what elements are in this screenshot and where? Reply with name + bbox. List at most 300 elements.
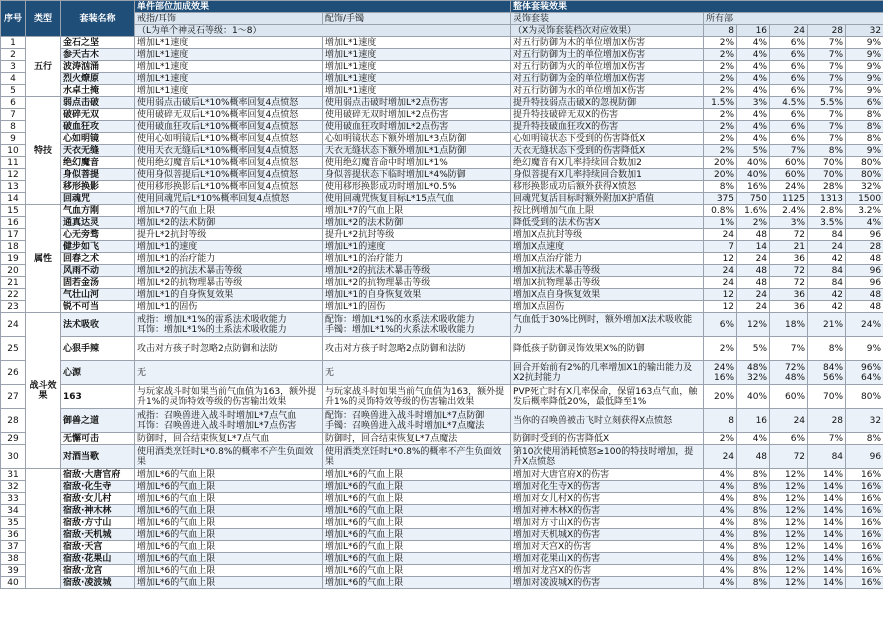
set-name: 宿敌·化生寺	[61, 481, 135, 493]
set-name: 心如明镜	[61, 133, 135, 145]
tier-value: 7%	[808, 133, 846, 145]
tier-value: 16%	[846, 493, 883, 505]
tier-value: 6%	[846, 97, 883, 109]
tier-value: 12%	[770, 481, 808, 493]
bracelet-effect: 配饰：增加L*1%的水系法术吸收能力 手镯：增加L*1%的火系法术吸收能力	[323, 313, 511, 337]
tier-value: 8	[704, 409, 737, 433]
tier-value: 12	[704, 253, 737, 265]
set-effect: 增加对天宫X的伤害	[511, 541, 704, 553]
tier-value: 16%	[846, 541, 883, 553]
table-row	[1, 145, 883, 157]
set-name: 心狠手辣	[61, 337, 135, 361]
set-name: 移形换影	[61, 181, 135, 193]
row-number: 31	[1, 469, 26, 481]
set-name: 回魂咒	[61, 193, 135, 205]
tier-value: 3%	[737, 97, 770, 109]
tier-value: 2%	[704, 121, 737, 133]
tier-value: 72	[770, 277, 808, 289]
tier-value: 70%	[808, 169, 846, 181]
tier-value: 42	[808, 253, 846, 265]
row-number: 34	[1, 505, 26, 517]
tier-value: 14%	[808, 553, 846, 565]
tier-value: 2%	[704, 85, 737, 97]
row-number: 25	[1, 337, 26, 361]
table-row	[1, 217, 883, 229]
col-single-effect: 单件部位加成效果	[135, 1, 511, 13]
table-row	[1, 409, 883, 433]
row-number: 5	[1, 85, 26, 97]
tier-value: 8%	[737, 469, 770, 481]
tier-value: 72	[770, 229, 808, 241]
tier-value: 32	[846, 409, 883, 433]
row-number: 32	[1, 481, 26, 493]
set-name: 宿敌·大唐官府	[61, 469, 135, 481]
tier-value: 20%	[704, 157, 737, 169]
tier-value: 9%	[846, 73, 883, 85]
tier-value: 4%	[737, 133, 770, 145]
tier-value: 12	[704, 301, 737, 313]
table-row	[1, 469, 883, 481]
row-number: 20	[1, 265, 26, 277]
row-number: 39	[1, 565, 26, 577]
tier-value: 8%	[737, 493, 770, 505]
tier-value: 24	[808, 241, 846, 253]
row-number: 13	[1, 181, 26, 193]
ring-effect: 使用移形换影后L*10%概率回复4点愤怒	[135, 181, 323, 193]
type-group-cell: 特技	[26, 97, 61, 205]
tier-value: 6%	[770, 109, 808, 121]
tier-value: 750	[737, 193, 770, 205]
set-name: 163	[61, 385, 135, 409]
tier-value: 8%	[808, 145, 846, 157]
bracelet-effect: 心如明镜状态下额外增加L*3点防御	[323, 133, 511, 145]
set-name: 金石之坚	[61, 37, 135, 49]
tier-value: 8%	[737, 529, 770, 541]
row-number: 38	[1, 553, 26, 565]
tier-value: 9%	[846, 337, 883, 361]
ring-effect: 使用破碎无双后L*10%概率回复4点愤怒	[135, 109, 323, 121]
bracelet-effect: 增加L*6的气血上限	[323, 577, 511, 589]
ring-effect: 增加L*6的气血上限	[135, 493, 323, 505]
tier-value: 1.6%	[737, 205, 770, 217]
ring-effect: 增加L*1的自身恢复效果	[135, 289, 323, 301]
tier-value: 14%	[808, 481, 846, 493]
set-name: 烈火燎原	[61, 73, 135, 85]
tier-value: 70%	[808, 385, 846, 409]
row-number: 37	[1, 541, 26, 553]
tier-value: 2%	[704, 133, 737, 145]
bracelet-effect: 配饰：召唤兽进入战斗时增加L*7点防御 手镯：召唤兽进入战斗时增加L*7点魔法	[323, 409, 511, 433]
row-number: 2	[1, 49, 26, 61]
tier-value: 14%	[808, 565, 846, 577]
set-effect: 增加对神木林X的伤害	[511, 505, 704, 517]
bracelet-effect: 使用破血狂攻时增加L*2点伤害	[323, 121, 511, 133]
tier-value: 96	[846, 277, 883, 289]
tier-value: 12%	[770, 553, 808, 565]
tier-value: 6%	[770, 85, 808, 97]
bracelet-effect: 增加L*1的固伤	[323, 301, 511, 313]
set-name: 宿敌·方寸山	[61, 517, 135, 529]
tier-value: 7%	[808, 85, 846, 97]
tier-value: 16%	[846, 469, 883, 481]
tier-value: 80%	[846, 385, 883, 409]
table-row	[1, 553, 883, 565]
bracelet-effect: 增加L*6的气血上限	[323, 565, 511, 577]
tier-value: 7%	[808, 49, 846, 61]
set-effect: 增加对龙宫X的伤害	[511, 565, 704, 577]
set-effect: 增加X抗法术暴击等级	[511, 265, 704, 277]
tier-value: 36	[770, 289, 808, 301]
ring-effect: 增加L*1速度	[135, 49, 323, 61]
tier-value: 6%	[770, 133, 808, 145]
set-effect: 增加X点自身恢复效果	[511, 289, 704, 301]
row-number: 29	[1, 433, 26, 445]
tier-value: 4.5%	[770, 97, 808, 109]
set-effect: 气血低于30%比例时，额外增加X法术吸收能力	[511, 313, 704, 337]
tier-value: 36	[770, 301, 808, 313]
row-number: 19	[1, 253, 26, 265]
tier-value: 84	[808, 445, 846, 469]
tier-value: 28%	[808, 181, 846, 193]
tier-value: 24	[737, 289, 770, 301]
tier-value: 24	[704, 229, 737, 241]
tier-value: 4%	[704, 577, 737, 589]
table-row	[1, 97, 883, 109]
row-number: 23	[1, 301, 26, 313]
tier-value: 6%	[770, 433, 808, 445]
set-effect: 增加X点速度	[511, 241, 704, 253]
tier-value: 8%	[846, 121, 883, 133]
set-effect: 增加对大唐官府X的伤害	[511, 469, 704, 481]
table-row	[1, 433, 883, 445]
tier-value: 6%	[770, 121, 808, 133]
tier-value: 8%	[846, 433, 883, 445]
tier-value: 84	[808, 229, 846, 241]
table-row	[1, 169, 883, 181]
set-effect: 绝幻魔音有X几率持续回合数加2	[511, 157, 704, 169]
table-row	[1, 529, 883, 541]
tier-value: 12%	[770, 469, 808, 481]
table-row	[1, 505, 883, 517]
tier-value: 48	[846, 253, 883, 265]
tier-value: 24	[704, 265, 737, 277]
tier-value: 12%	[770, 529, 808, 541]
bracelet-effect: 增加L*6的气血上限	[323, 481, 511, 493]
table-row	[1, 157, 883, 169]
bracelet-effect: 防御时，回合结束恢复L*7点魔法	[323, 433, 511, 445]
ring-effect: 增加L*2的法术防御	[135, 217, 323, 229]
tier-value: 60%	[770, 169, 808, 181]
tier-value: 7%	[808, 433, 846, 445]
set-effect: 对五行防御为土的单位增加X伤害	[511, 49, 704, 61]
ring-effect: 无	[135, 361, 323, 385]
tier-value: 4%	[704, 529, 737, 541]
ring-effect: 攻击对方孩子时忽略2点防御和法防	[135, 337, 323, 361]
set-name: 对酒当歌	[61, 445, 135, 469]
set-effect: 增加对化生寺X的伤害	[511, 481, 704, 493]
tier-value: 9%	[846, 37, 883, 49]
set-name: 波涛汹涌	[61, 61, 135, 73]
bracelet-effect: 增加L*6的气血上限	[323, 529, 511, 541]
set-effect: 对五行防御为金的单位增加X伤害	[511, 73, 704, 85]
table-row	[1, 181, 883, 193]
row-number: 33	[1, 493, 26, 505]
tier-value: 48	[737, 277, 770, 289]
row-number: 26	[1, 361, 26, 385]
ring-effect: 与玩家战斗时如果当前气血值为163，额外提升1%的灵饰特效等级的伤害输出效果	[135, 385, 323, 409]
tier-16: 16	[737, 25, 770, 37]
tier-value: 24% 16%	[704, 361, 737, 385]
table-row	[1, 337, 883, 361]
tier-value: 8%	[737, 541, 770, 553]
tier-value: 9%	[846, 145, 883, 157]
tier-value: 32%	[846, 181, 883, 193]
tier-value: 2%	[704, 109, 737, 121]
bracelet-effect: 增加L*2的抗法术暴击等级	[323, 265, 511, 277]
ring-effect: 使用心如明镜后L*10%概率回复4点愤怒	[135, 133, 323, 145]
set-effect: 提升特技破碎无双X的伤害	[511, 109, 704, 121]
set-name: 健步如飞	[61, 241, 135, 253]
bracelet-effect: 增加L*1速度	[323, 49, 511, 61]
tier-value: 4%	[704, 517, 737, 529]
table-row	[1, 265, 883, 277]
ring-effect: 增加L*7的气血上限	[135, 205, 323, 217]
tier-value: 40%	[737, 169, 770, 181]
set-effect: 提升特技弱点击破X的忽视防御	[511, 97, 704, 109]
tier-value: 0.8%	[704, 205, 737, 217]
set-name: 宿敌·花果山	[61, 553, 135, 565]
tier-value: 24%	[846, 313, 883, 337]
bracelet-effect: 增加L*1速度	[323, 73, 511, 85]
tier-value: 48	[846, 289, 883, 301]
set-name: 无懈可击	[61, 433, 135, 445]
tier-value: 16	[737, 409, 770, 433]
tier-value: 21%	[808, 313, 846, 337]
col-ring: 戒指/耳饰	[135, 13, 323, 25]
row-number: 35	[1, 517, 26, 529]
bracelet-effect: 使用弱点击破时增加L*2点伤害	[323, 97, 511, 109]
tier-value: 7%	[808, 61, 846, 73]
table-row	[1, 109, 883, 121]
table-row	[1, 301, 883, 313]
set-name: 宿敌·神木林	[61, 505, 135, 517]
ring-effect: 使用破血狂攻后L*10%概率回复4点愤怒	[135, 121, 323, 133]
tier-value: 7%	[808, 37, 846, 49]
tier-value: 4%	[737, 109, 770, 121]
tier-value: 16%	[846, 517, 883, 529]
tier-value: 2%	[704, 73, 737, 85]
set-name: 固若金汤	[61, 277, 135, 289]
tier-value: 42	[808, 301, 846, 313]
set-name: 破碎无双	[61, 109, 135, 121]
set-name: 心无旁骛	[61, 229, 135, 241]
row-number: 4	[1, 73, 26, 85]
ring-effect: 使用绝幻魔音后L*10%概率回复4点愤怒	[135, 157, 323, 169]
col-bracelet: 配饰/手镯	[323, 13, 511, 25]
tier-value: 8%	[737, 517, 770, 529]
tier-value: 5.5%	[808, 97, 846, 109]
tier-value: 12%	[770, 517, 808, 529]
bracelet-effect: 增加L*6的气血上限	[323, 541, 511, 553]
bracelet-effect: 增加L*6的气血上限	[323, 505, 511, 517]
set-effect: 增加对天机城X的伤害	[511, 529, 704, 541]
tier-value: 14	[737, 241, 770, 253]
set-effect: 按比例增加气血上限	[511, 205, 704, 217]
table-row	[1, 565, 883, 577]
set-name: 宿敌·龙宫	[61, 565, 135, 577]
tier-value: 16%	[737, 181, 770, 193]
set-effect: 增加对女儿村X的伤害	[511, 493, 704, 505]
row-number: 16	[1, 217, 26, 229]
tier-value: 7%	[808, 109, 846, 121]
row-number: 40	[1, 577, 26, 589]
set-effect: 增加对方寸山X的伤害	[511, 517, 704, 529]
ring-effect: 增加L*1速度	[135, 85, 323, 97]
ring-effect: 使用身似菩提后L*10%概率回复4点愤怒	[135, 169, 323, 181]
tier-value: 96% 64%	[846, 361, 883, 385]
set-name: 通真达灵	[61, 217, 135, 229]
table-row	[1, 205, 883, 217]
tier-value: 4%	[704, 469, 737, 481]
tier-value: 1500	[846, 193, 883, 205]
tier-value: 12	[704, 289, 737, 301]
tier-value: 48	[846, 301, 883, 313]
tier-value: 8%	[737, 553, 770, 565]
ring-effect: 使用回魂咒后L*10%概率回复4点愤怒	[135, 193, 323, 205]
tier-value: 14%	[808, 505, 846, 517]
bracelet-effect: 与玩家战斗时如果当前气血值为163，额外提升1%的灵饰特效等级的伤害输出效果	[323, 385, 511, 409]
ring-effect: 使用酒类烹饪时L*0.8%的概率不产生负面效果	[135, 445, 323, 469]
table-row	[1, 385, 883, 409]
table-row	[1, 253, 883, 265]
tier-value: 4%	[704, 553, 737, 565]
table-row	[1, 289, 883, 301]
set-name: 宿敌·天宫	[61, 541, 135, 553]
tier-value: 1%	[704, 217, 737, 229]
tier-value: 12%	[770, 577, 808, 589]
row-number: 21	[1, 277, 26, 289]
set-name: 绝幻魔音	[61, 157, 135, 169]
bracelet-effect: 增加L*1速度	[323, 61, 511, 73]
tier-value: 14%	[808, 493, 846, 505]
tier-value: 7%	[770, 337, 808, 361]
tier-value: 3%	[770, 217, 808, 229]
tier-value: 6%	[704, 313, 737, 337]
tier-value: 14%	[808, 529, 846, 541]
row-number: 30	[1, 445, 26, 469]
tier-value: 4%	[737, 85, 770, 97]
bracelet-effect: 增加L*6的气血上限	[323, 517, 511, 529]
bracelet-effect: 身似菩提状态下临时增加L*4%防御	[323, 169, 511, 181]
row-number: 3	[1, 61, 26, 73]
bracelet-effect: 使用移形换影成功时增加L*0.5%	[323, 181, 511, 193]
set-effect: 增加对凌波城X的伤害	[511, 577, 704, 589]
set-name: 法术吸收	[61, 313, 135, 337]
bracelet-effect: 使用破碎无双时增加L*2点伤害	[323, 109, 511, 121]
table-row	[1, 133, 883, 145]
tier-value: 4%	[737, 49, 770, 61]
type-group-cell: 属性	[26, 205, 61, 313]
bracelet-effect: 使用酒类烹饪时L*0.8%的概率不产生负面效果	[323, 445, 511, 469]
tier-value: 16%	[846, 505, 883, 517]
table-row	[1, 241, 883, 253]
bracelet-effect: 增加L*6的气血上限	[323, 493, 511, 505]
bracelet-effect: 增加L*6的气血上限	[323, 469, 511, 481]
table-row	[1, 541, 883, 553]
tier-value: 60%	[770, 385, 808, 409]
tier-value: 84	[808, 277, 846, 289]
tier-value: 48	[737, 445, 770, 469]
bracelet-effect: 无	[323, 361, 511, 385]
tier-value: 18%	[770, 313, 808, 337]
tier-value: 4%	[846, 217, 883, 229]
table-row	[1, 49, 883, 61]
row-number: 12	[1, 169, 26, 181]
table-row	[1, 85, 883, 97]
tier-24: 24	[770, 25, 808, 37]
ring-effect: 增加L*1速度	[135, 73, 323, 85]
tier-value: 4%	[704, 565, 737, 577]
tier-32: 32	[846, 25, 883, 37]
tier-value: 48	[737, 265, 770, 277]
tier-value: 375	[704, 193, 737, 205]
set-name: 气血方刚	[61, 205, 135, 217]
table-row	[1, 481, 883, 493]
set-effect: 降低受到的法术伤害X	[511, 217, 704, 229]
set-name: 宿敌·女儿村	[61, 493, 135, 505]
table-row	[1, 517, 883, 529]
bracelet-effect: 增加L*1的自身恢复效果	[323, 289, 511, 301]
ring-effect: 提升L*2抗封等级	[135, 229, 323, 241]
set-effect: 当你的召唤兽被击飞时立刻获得X点愤怒	[511, 409, 704, 433]
ring-effect: 增加L*2的抗物理暴击等级	[135, 277, 323, 289]
row-number: 8	[1, 121, 26, 133]
set-name: 心源	[61, 361, 135, 385]
set-name: 宿敌·天机城	[61, 529, 135, 541]
tier-value: 20%	[704, 169, 737, 181]
tier-value: 84	[808, 265, 846, 277]
tier-value: 80%	[846, 157, 883, 169]
bracelet-effect: 增加L*1的速度	[323, 241, 511, 253]
set-name: 身似菩提	[61, 169, 135, 181]
bracelet-effect: 攻击对方孩子时忽略2点防御和法防	[323, 337, 511, 361]
type-group-cell: 五行	[26, 37, 61, 97]
row-number: 10	[1, 145, 26, 157]
set-effect: 增加X点治疗能力	[511, 253, 704, 265]
ring-effect: 增加L*6的气血上限	[135, 517, 323, 529]
row-number: 6	[1, 97, 26, 109]
bracelet-effect: 天衣无缝状态下额外增加L*1点防御	[323, 145, 511, 157]
tier-value: 9%	[846, 49, 883, 61]
bracelet-effect: 增加L*1速度	[323, 37, 511, 49]
row-number: 22	[1, 289, 26, 301]
table-row	[1, 577, 883, 589]
tier-value: 12%	[737, 313, 770, 337]
tier-value: 8%	[846, 133, 883, 145]
col-seq: 序号	[1, 1, 26, 37]
tier-value: 8%	[808, 337, 846, 361]
set-name: 参天古木	[61, 49, 135, 61]
set-effect: 心如明镜状态下受到的伤害降低X	[511, 133, 704, 145]
tier-value: 8%	[737, 565, 770, 577]
set-effect: 降低孩子防御灵饰效果X%的防御	[511, 337, 704, 361]
ring-effect: 戒指：增加L*1%的雷系法术吸收能力 耳饰：增加L*1%的土系法术吸收能力	[135, 313, 323, 337]
tier-value: 16%	[846, 529, 883, 541]
tier-value: 14%	[808, 517, 846, 529]
tier-value: 84% 56%	[808, 361, 846, 385]
tier-value: 4%	[737, 61, 770, 73]
tier-value: 4%	[704, 505, 737, 517]
